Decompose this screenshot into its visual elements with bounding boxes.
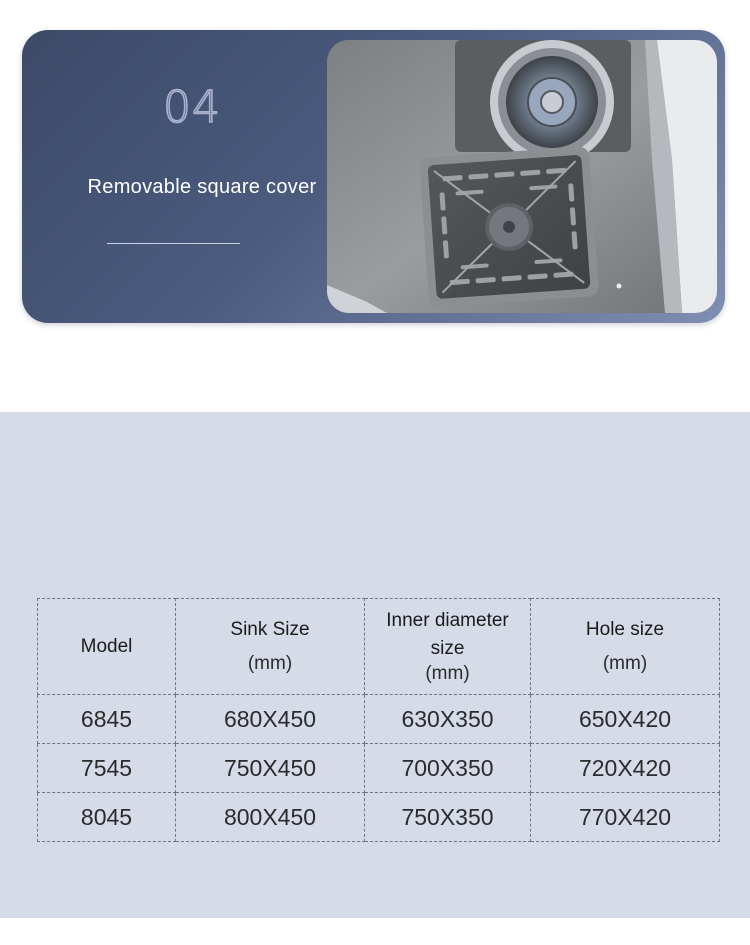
header-sink-size-label: Sink Size: [230, 619, 310, 640]
header-hole-size-unit: (mm): [602, 653, 648, 674]
header-inner-diameter-label: Inner diameter size: [386, 609, 509, 659]
cell-sink-size: 800X450: [176, 793, 365, 842]
cell-inner-diameter: 630X350: [365, 695, 531, 744]
sink-drain-illustration: [327, 40, 717, 313]
table-row: [38, 744, 720, 793]
header-hole-size-label: Hole size: [585, 619, 665, 640]
cell-hole-size: 650X420: [531, 695, 720, 744]
table-row: [38, 793, 720, 842]
cell-hole-size: 720X420: [531, 744, 720, 793]
cell-model: 7545: [38, 744, 176, 793]
table-header-row: [38, 599, 720, 695]
sink-drain-photo: [327, 40, 717, 313]
cell-inner-diameter: 750X350: [365, 793, 531, 842]
cell-sink-size: 680X450: [176, 695, 365, 744]
cell-model: 6845: [38, 695, 176, 744]
cell-model: 8045: [38, 793, 176, 842]
header-hole-size: [531, 599, 720, 695]
table-row: [38, 695, 720, 744]
header-inner-diameter-unit: (mm): [425, 662, 470, 684]
feature-card: [22, 30, 725, 323]
spec-section: [0, 412, 750, 918]
feature-title: Removable square cover: [87, 176, 317, 198]
spec-table: [37, 598, 720, 842]
feature-number: 04: [163, 82, 221, 133]
header-sink-size: [176, 599, 365, 695]
header-model-label: Model: [80, 636, 133, 657]
header-sink-size-unit: (mm): [247, 653, 293, 674]
cell-inner-diameter: 700X350: [365, 744, 531, 793]
cell-hole-size: 770X420: [531, 793, 720, 842]
cell-sink-size: 750X450: [176, 744, 365, 793]
header-inner-diameter: [365, 599, 531, 695]
feature-divider: [107, 243, 240, 244]
header-model: [38, 599, 176, 695]
